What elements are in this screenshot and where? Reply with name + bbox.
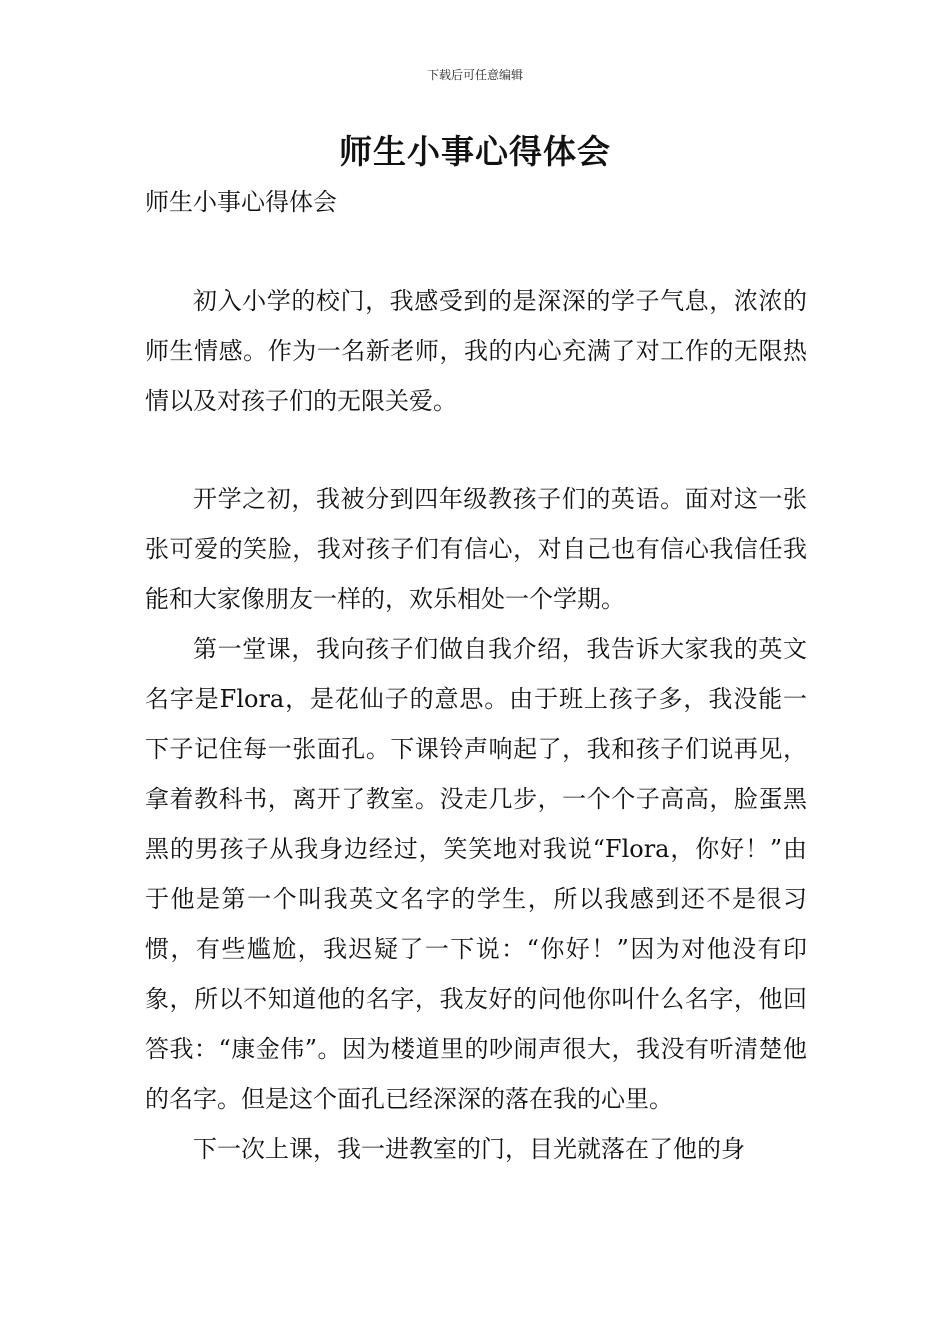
paragraph-block-1 [145, 276, 807, 426]
paragraph-1: 初入小学的校门，我感受到的是深深的学子气息，浓浓的师生情感。作为一名新老师，我的内心充满了对工作的无限热情以及对孩子们的无限关爱。 [145, 287, 807, 415]
document-subtitle: 师生小事心得体会 [145, 188, 337, 216]
paragraph-2: 开学之初，我被分到四年级教孩子们的英语。面对这一张张可爱的笑脸，我对孩子们有信心，对自己也有信心我信任我能和大家像朋友一样的，欢乐相处一个学期。 [145, 485, 807, 613]
header-note: 下载后可任意编辑 [426, 68, 523, 82]
paragraph-4: 下一次上课，我一进教室的门，目光就落在了他的身 [193, 1135, 745, 1163]
document-title: 师生小事心得体会 [339, 132, 611, 171]
paragraph-3: 第一堂课，我向孩子们做自我介绍，我告诉大家我的英文名字是Flora，是花仙子的意思。由于班上孩子多，我没能一下子记住每一张面孔。下课铃声响起了，我和孩子们说再见，拿着教科书，离开了教室。没走几步，一个个子高高，脸蛋黑黑的男孩子从我身边经过，笑笑地对我说“Flora，你好！”由于他是第一个叫我英文名字的学生，所以我感到还不是很习惯，有些尴尬，我迟疑了一下说：“你好！”因为对他没有印象，所以不知道他的名字，我友好的问他你叫什么名字，他回答我：“康金伟”。因为楼道里的吵闹声很大，我没有听清楚他的名字。但是这个面孔已经深深的落在我的心里。 [145, 635, 807, 1113]
paragraph-block-2 [145, 474, 807, 1174]
